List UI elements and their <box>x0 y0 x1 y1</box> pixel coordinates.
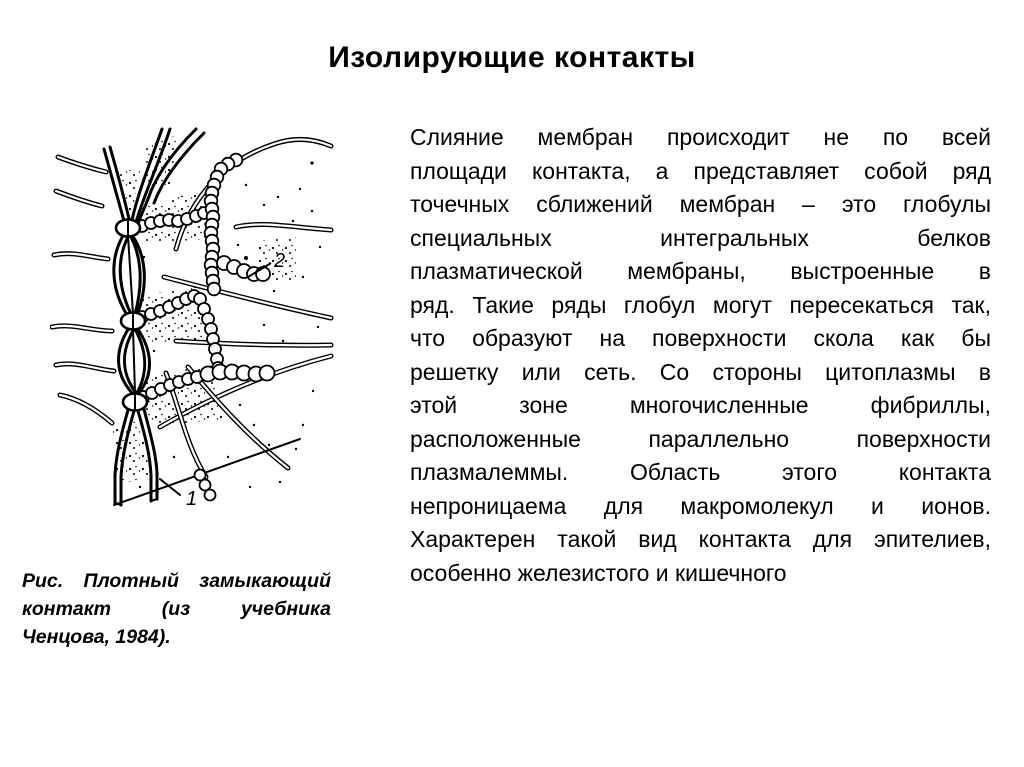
body-line: этой зоне многочисленные фибриллы, <box>410 392 991 418</box>
tight-junction-drawing <box>50 127 336 511</box>
body-line: непроницаема для макромолекул и ионов. <box>410 492 991 519</box>
body-line: расположенные параллельно поверхности <box>410 425 991 452</box>
slide-title: Изолирующие контакты <box>328 41 696 74</box>
figure-label-1: 1 <box>186 488 198 510</box>
globule-chain-bottom <box>195 470 216 501</box>
body-line: плазматической мембраны, выстроенные в <box>410 258 991 284</box>
body-line: точечных сближений мембран – это глобулы <box>410 191 991 217</box>
caption-line: Ченцова, 1984). <box>22 626 171 648</box>
body-paragraph <box>410 121 991 590</box>
fibrils-left <box>52 157 114 423</box>
tight-junction-figure <box>50 127 336 511</box>
caption-line: Рис. Плотный замыкающий <box>22 570 331 592</box>
body-line: ряд. Такие ряды глобул могут пересекаться так, <box>410 291 991 318</box>
body-line: что образуют на поверхности скола как бы <box>410 325 991 351</box>
body-line: решетку или сеть. Со стороны цитоплазмы в <box>410 358 991 385</box>
caption-line: контакт (из учебника <box>22 598 331 620</box>
body-line: специальных интегральных белков <box>410 224 991 251</box>
body-line: Слияние мембран происходит не по всей <box>410 124 991 150</box>
figure-caption <box>22 567 331 651</box>
body-line: Характерен такой вид контакта для эпителиев, <box>410 526 991 552</box>
body-line: особенно железистого и кишечного <box>410 559 787 586</box>
figure-label-2: 2 <box>274 250 286 272</box>
body-line: плазмалеммы. Область этого контакта <box>410 459 991 485</box>
body-line: площади контакта, а представляет собой ряд <box>410 157 991 184</box>
